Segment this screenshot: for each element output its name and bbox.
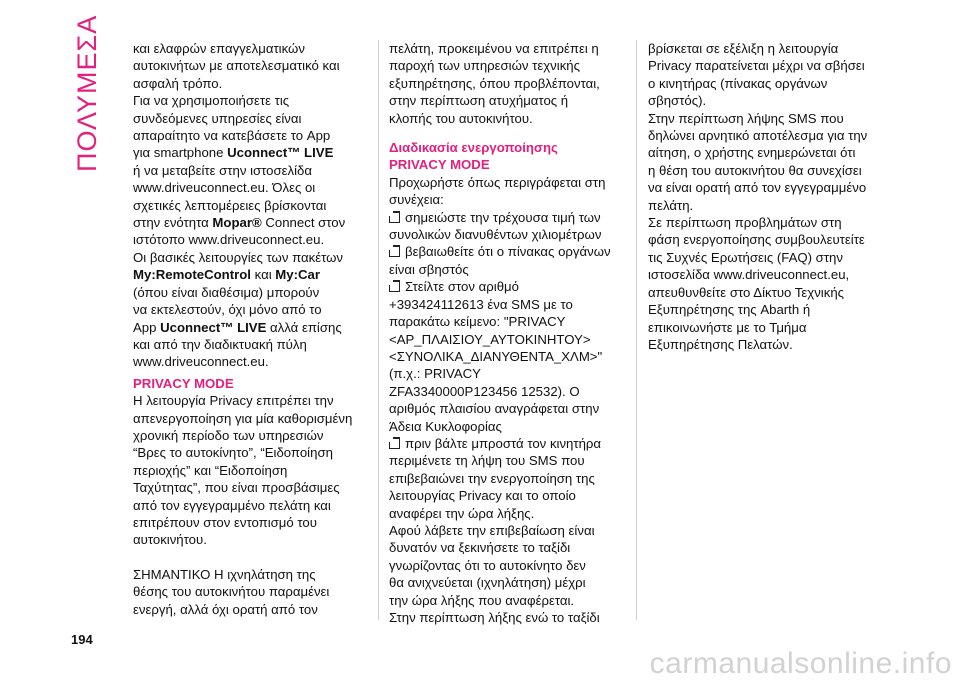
text-line: αυτοκινήτου.	[133, 532, 207, 548]
bullet-item	[389, 278, 625, 295]
text-line: θέσης του αυτοκινήτου παραμένει	[133, 584, 330, 600]
text-line: απενεργοποίηση για μία καθορισμένη	[133, 410, 353, 426]
text-line	[133, 144, 369, 161]
text-line: Οι βασικές λειτουργίες των πακέτων	[133, 249, 344, 265]
text-span: Connect στον	[261, 215, 346, 231]
text-line: κλοπής του αυτοκινήτου.	[389, 110, 533, 126]
section-heading: PRIVACY MODE	[389, 157, 490, 173]
text-line: παρακάτω κείμενο: "PRIVACY	[389, 314, 566, 330]
app-name: Uconnect™ LIVE	[227, 145, 334, 161]
checkbox-bullet-icon	[389, 245, 400, 257]
text-line: γνωρίζοντας ότι το αυτοκίνητο δεν	[389, 557, 586, 573]
text-line: περιμένετε τη λήψη του SMS που	[389, 453, 585, 469]
text-column-3	[648, 40, 894, 353]
text-line: ή να μεταβείτε στην ιστοσελίδα	[133, 162, 313, 178]
section-title: ΠΟΛΥΜΕΣΑ	[72, 14, 102, 172]
column-divider	[378, 40, 379, 620]
text-line: ενεργή, αλλά όχι ορατή από τον	[133, 601, 318, 617]
section-heading: PRIVACY MODE	[133, 375, 234, 391]
text-column-1	[133, 40, 369, 618]
text-span: αλλά επίσης	[266, 319, 342, 335]
text-line: ιστότοπο www.driveuconnect.eu.	[133, 232, 325, 248]
text-line: (όπου είναι διαθέσιμα) μπορούν	[133, 284, 320, 300]
text-span: για smartphone	[133, 145, 228, 161]
text-line: Για να χρησιμοποιήσετε τις	[133, 93, 290, 109]
text-line: φάση ενεργοποίησης συμβουλευτείτε	[648, 232, 865, 248]
bullet-item	[389, 435, 625, 452]
package-name: My:Car	[275, 267, 320, 283]
text-line: λειτουργίας Privacy και το οποίο	[389, 488, 576, 504]
bullet-item	[389, 209, 625, 226]
text-line: συνέχεια:	[389, 192, 444, 208]
paragraph-gap	[133, 549, 369, 566]
text-line: στην περίπτωση ατυχήματος ή	[389, 93, 569, 109]
text-line: www.driveuconnect.eu.	[133, 354, 269, 370]
text-line: η θέση του αυτοκινήτου θα συνεχίσει	[648, 162, 862, 178]
text-line: Σε περίπτωση προβλημάτων στη	[648, 215, 842, 231]
bullet-item	[389, 243, 625, 260]
text-span: σημειώστε την τρέχουσα τιμή των	[405, 209, 601, 225]
text-span: στην ενότητα	[133, 215, 213, 231]
text-line: να εκτελεστούν, όχι μόνο από το	[133, 302, 322, 318]
text-line: ZFA3340000P123456 12532). Ο	[389, 383, 580, 399]
text-line: και από την διαδικτυακή πύλη	[133, 336, 307, 352]
text-line: αίτηση, ο χρήστης ενημερώνεται ότι	[648, 145, 856, 161]
text-line: επιβεβαιώνει την ενεργοποίηση της	[389, 470, 595, 486]
column-divider	[636, 40, 637, 620]
text-line: συνολικών διανυθέντων χιλιομέτρων	[389, 227, 602, 243]
text-line: πελάτη, προκειμένου να επιτρέπει η	[389, 41, 599, 56]
paragraph-gap	[389, 127, 625, 139]
checkbox-bullet-icon	[389, 211, 400, 223]
text-line: περιοχής” και “Ειδοποίηση	[133, 462, 288, 478]
text-line: σβηστός).	[648, 93, 707, 109]
app-name: Uconnect™ LIVE	[160, 319, 267, 335]
text-line: θα ανιχνεύεται (ιχνηλάτηση) μέχρι	[389, 575, 586, 591]
text-line: Άδεια Κυκλοφορίας	[389, 418, 502, 434]
checkbox-bullet-icon	[389, 280, 400, 292]
text-line: απευθυνθείτε στο Δίκτυο Τεχνικής	[648, 284, 845, 300]
text-line: από τον εγγεγραμμένο πελάτη και	[133, 497, 331, 513]
text-line: και ελαφρών επαγγελματικών	[133, 41, 305, 56]
text-line: Προχωρήστε όπως περιγράφεται στη	[389, 174, 606, 190]
page-number: 194	[71, 632, 93, 647]
text-line: να είναι ορατή από τον εγγεγραμμένο	[648, 180, 867, 196]
text-line: βρίσκεται σε εξέλιξη η λειτουργία	[648, 41, 839, 56]
text-line: (π.χ.: PRIVACY	[389, 366, 481, 382]
package-name: My:RemoteControl	[133, 267, 251, 283]
text-line: www.driveuconnect.eu. Όλες οι	[133, 180, 316, 196]
text-line: αυτοκινήτων με αποτελεσματικό και	[133, 58, 340, 74]
text-span: Στείλτε στον αριθμό	[405, 279, 519, 295]
text-line: αριθμός πλαισίου αναγράφεται στην	[389, 401, 600, 417]
text-line: <ΣΥΝΟΛΙΚΑ_ΔΙΑΝΥΘΕΝΤΑ_ΧΛΜ>"	[389, 348, 603, 364]
text-span: App	[133, 319, 161, 335]
watermark: carmanualsonline.info	[649, 647, 952, 680]
text-line: είναι σβηστός	[389, 261, 469, 277]
text-line: επικοινωνήστε με το Τμήμα	[648, 319, 807, 335]
text-line: χρονική περίοδο των υπηρεσιών	[133, 427, 324, 443]
text-line: την ώρα λήξης που αναφέρεται.	[389, 592, 575, 608]
text-line	[133, 266, 369, 283]
text-line: ασφαλή τρόπο.	[133, 75, 223, 91]
text-line: Η λειτουργία Privacy επιτρέπει την	[133, 393, 334, 409]
text-line: <ΑΡ_ΠΛΑΙΣΙΟΥ_ΑΥΤΟΚΙΝΗΤΟΥ>	[389, 331, 591, 347]
text-line: +393424112613 ένα SMS με το	[389, 296, 573, 312]
text-line: συνδεόμενες υπηρεσίες είναι	[133, 110, 302, 126]
text-line: ιστοσελίδα www.driveuconnect.eu,	[648, 267, 850, 283]
text-line: εξυπηρέτησης, όπου προβλέπονται,	[389, 75, 600, 91]
checkbox-bullet-icon	[389, 437, 400, 449]
text-column-2	[389, 40, 625, 626]
text-line: Στην περίπτωση λήξης ενώ το ταξίδι	[389, 610, 600, 625]
text-line: Στην περίπτωση λήψης SMS που	[648, 110, 844, 126]
text-line: παροχή των υπηρεσιών τεχνικής	[389, 58, 580, 74]
text-span: και	[250, 267, 276, 283]
text-line: “Βρες το αυτοκίνητο”, “Ειδοποίηση	[133, 445, 333, 461]
section-heading: Διαδικασία ενεργοποίησης	[389, 140, 558, 156]
text-line: αναφέρει την ώρα λήξης.	[389, 505, 535, 521]
text-line: Ταχύτητας”, που είναι προσβάσιμες	[133, 480, 340, 496]
text-line: τις Συχνές Ερωτήσεις (FAQ) στην	[648, 249, 843, 265]
text-line	[133, 214, 369, 231]
text-line: Privacy παρατείνεται μέχρι να σβήσει	[648, 58, 865, 74]
text-line: δυνατόν να ξεκινήσετε το ταξίδι	[389, 540, 571, 556]
text-line: ΣΗΜΑΝΤΙΚΟ Η ιχνηλάτηση της	[133, 566, 316, 582]
brand-name: Mopar®	[212, 215, 262, 231]
text-line: δηλώνει αρνητικό αποτέλεσμα για την	[648, 128, 868, 144]
text-line: ο κινητήρας (πίνακας οργάνων	[648, 75, 828, 91]
text-line: επιτρέπουν στον εντοπισμό του	[133, 514, 317, 530]
text-line: σχετικές λεπτομέρειες βρίσκονται	[133, 197, 327, 213]
text-line: Εξυπηρέτησης της Abarth ή	[648, 302, 811, 318]
text-span: πριν βάλτε μπροστά τον κινητήρα	[405, 435, 602, 451]
text-line: Αφού λάβετε την επιβεβαίωση είναι	[389, 522, 595, 538]
text-line: πελάτη.	[648, 197, 694, 213]
text-span: βεβαιωθείτε ότι ο πίνακας οργάνων	[405, 244, 611, 260]
text-line	[133, 319, 369, 336]
text-line: απαραίτητο να κατεβάσετε το App	[133, 128, 331, 144]
text-line: Εξυπηρέτησης Πελατών.	[648, 336, 793, 352]
